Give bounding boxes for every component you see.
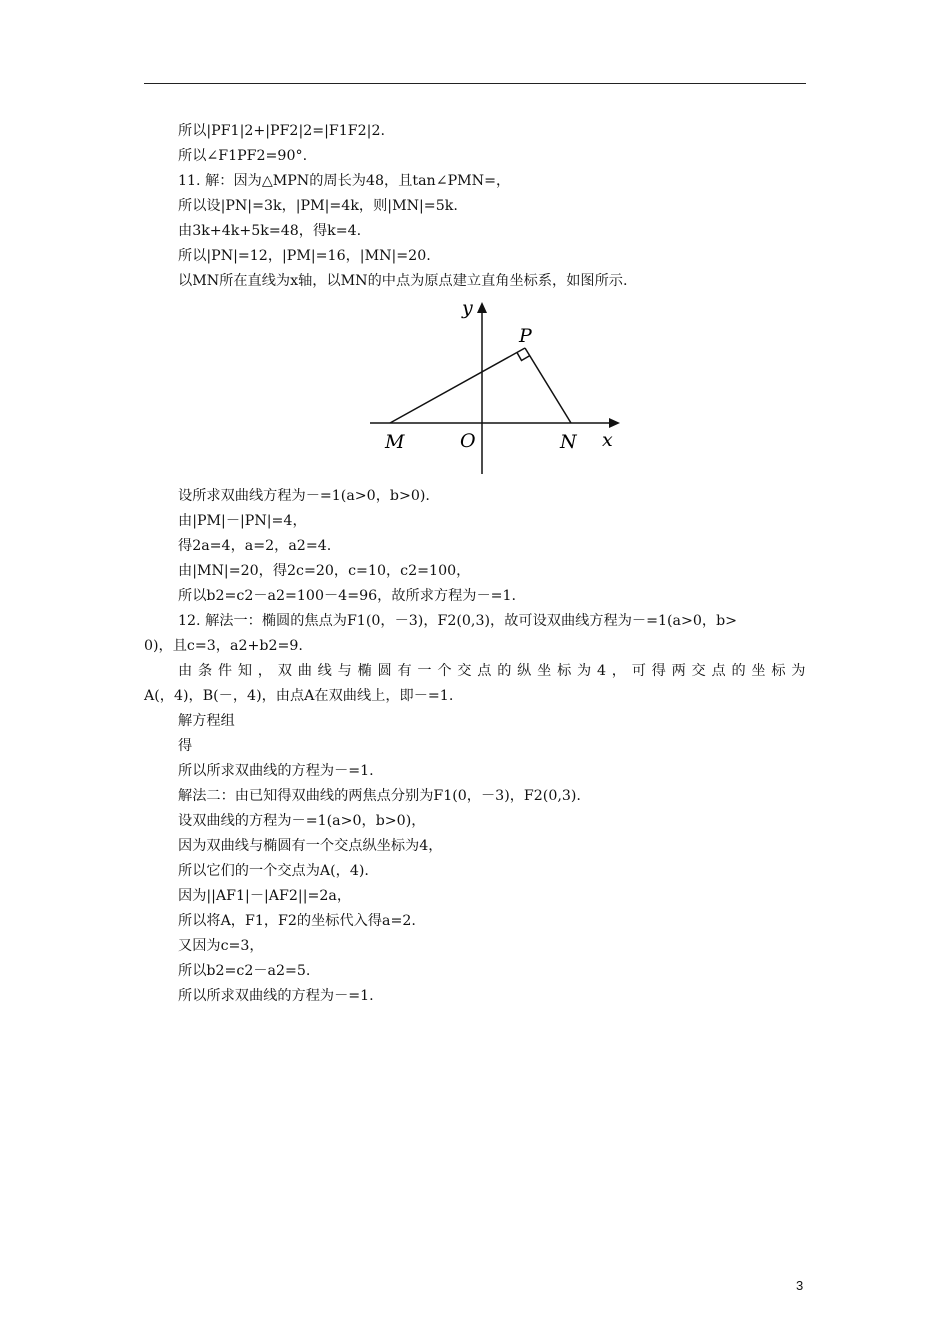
text-line: A(，4)，B(－，4)，由点A在双曲线上，即－=1. xyxy=(144,688,454,704)
text-line: 所以它们的一个交点为A(，4). xyxy=(178,863,369,879)
text-line: 设所求双曲线方程为－=1(a>0，b>0). xyxy=(178,488,430,504)
text-line: 0)，且c=3，a2+b2=9. xyxy=(144,638,303,654)
text-line: 所以b2=c2－a2=100－4=96，故所求方程为－=1. xyxy=(178,588,517,604)
text-line: 解方程组 xyxy=(178,713,235,729)
label-p: P xyxy=(519,325,532,347)
segment-pn xyxy=(525,348,571,423)
text-line: 由条件知，双曲线与椭圆有一个交点的纵坐标为4，可得两交点的坐标为 xyxy=(178,663,806,679)
page-number: 3 xyxy=(796,1278,804,1293)
text-line: 又因为c=3， xyxy=(178,938,264,954)
text-line: 得2a=4，a=2，a2=4. xyxy=(178,538,332,554)
label-y: y xyxy=(462,297,473,319)
text-line: 所以|PN|=12，|PM|=16，|MN|=20. xyxy=(178,248,431,264)
text-line: 由|MN|=20，得2c=20，c=10，c2=100， xyxy=(178,563,471,579)
header-rule xyxy=(144,83,806,84)
text-line: 解法二：由已知得双曲线的两焦点分别为F1(0，－3)，F2(0,3). xyxy=(178,788,581,804)
label-n: N xyxy=(560,431,577,453)
label-m: M xyxy=(385,431,405,453)
label-x: x xyxy=(602,429,613,451)
segment-mp xyxy=(390,348,525,423)
text-line: 所以所求双曲线的方程为－=1. xyxy=(178,763,374,779)
text-line: 所以b2=c2－a2=5. xyxy=(178,963,311,979)
text-line: 12. 解法一：椭圆的焦点为F1(0，－3)，F2(0,3)，故可设双曲线方程为－=1(a>0，b> xyxy=(178,613,738,629)
text-line: 11. 解：因为△MPN的周长为48，且tan∠PMN=， xyxy=(178,173,511,189)
y-axis-arrow xyxy=(477,302,487,313)
text-line: 以MN所在直线为x轴，以MN的中点为原点建立直角坐标系，如图所示. xyxy=(178,273,628,289)
text-line: 设双曲线的方程为－=1(a>0，b>0)， xyxy=(178,813,426,829)
coordinate-figure xyxy=(365,296,625,481)
text-line: 因为双曲线与椭圆有一个交点纵坐标为4， xyxy=(178,838,443,854)
text-line: 由3k+4k+5k=48，得k=4. xyxy=(178,223,362,239)
text-line: 由|PM|－|PN|=4， xyxy=(178,513,307,529)
text-line: 因为||AF1|－|AF2||=2a， xyxy=(178,888,352,904)
text-line: 所以设|PN|=3k，|PM|=4k，则|MN|=5k. xyxy=(178,198,458,214)
x-axis-arrow xyxy=(609,418,620,428)
text-line: 得 xyxy=(178,738,193,754)
text-line: 所以所求双曲线的方程为－=1. xyxy=(178,988,374,1004)
text-line: 所以|PF1|2+|PF2|2=|F1F2|2. xyxy=(178,123,385,139)
text-line: 所以∠F1PF2=90°. xyxy=(178,148,308,164)
text-line: 所以将A，F1，F2的坐标代入得a=2. xyxy=(178,913,416,929)
label-o: O xyxy=(460,430,476,452)
